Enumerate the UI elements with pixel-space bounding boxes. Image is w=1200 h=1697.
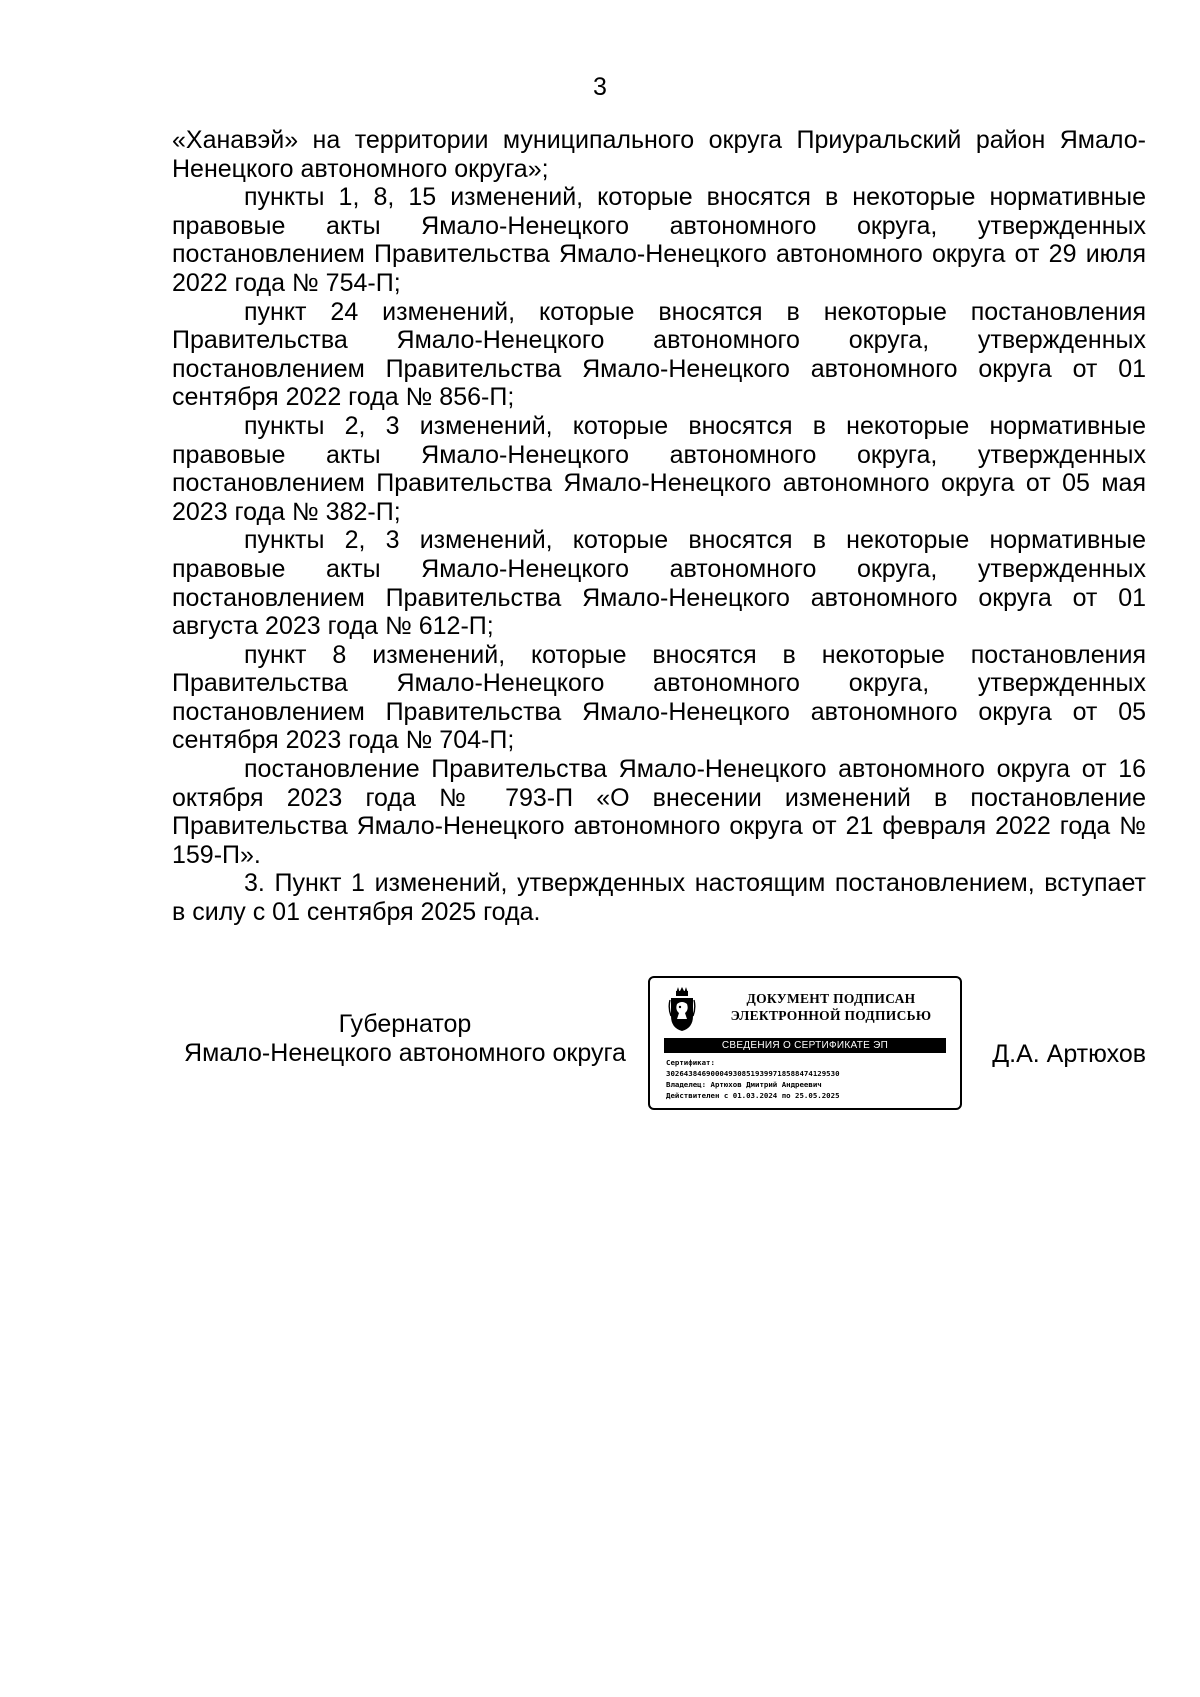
stamp-heading-line: ДОКУМЕНТ ПОДПИСАН [746,991,916,1006]
paragraph: пункт 24 изменений, которые вносятся в некоторые постановления Правительства Ямало-Ненецкого автономного округа, утвержденных постановлением Правительства Ямало-Ненецкого автономного округа от 01 сентября 2022 года № 856-П; [172,297,1146,412]
certificate-label: Сертификат: [666,1058,715,1067]
document-body [172,126,1146,927]
paragraph: пункты 1, 8, 15 изменений, которые вносятся в некоторые нормативные правовые акты Ямало-Ненецкого автономного округа, утвержденных постановлением Правительства Ямало-Ненецкого автономного округа от 29 июля 2022 года № 754-П; [172,183,1146,297]
certificate-validity: Действителен с 01.03.2024 по 25.05.2025 [666,1091,840,1100]
certificate-info-bar: СВЕДЕНИЯ О СЕРТИФИКАТЕ ЭП [664,1038,946,1053]
page-number: 3 [593,73,607,101]
paragraph: «Ханавэй» на территории муниципального округа Приуральский район Ямало-Ненецкого автономного округа»; [172,126,1146,183]
signatory-title [172,1010,638,1068]
stamp-heading-line: ЭЛЕКТРОННОЙ ПОДПИСЬЮ [730,1008,932,1023]
certificate-details [666,1057,956,1101]
paragraph: пункт 8 изменений, которые вносятся в некоторые постановления Правительства Ямало-Ненецкого автономного округа, утвержденных постановлением Правительства Ямало-Ненецкого автономного округа от 05 сентября 2023 года № 704-П; [172,640,1146,755]
paragraph: 3. Пункт 1 изменений, утвержденных настоящим постановлением, вступает в силу с 01 сентября 2025 года. [172,869,1146,927]
signatory-name: Д.А. Артюхов [992,1040,1146,1068]
paragraph: постановление Правительства Ямало-Ненецкого автономного округа от 16 октября 2023 года № 793-П «О внесении изменений в постановление Правительства Ямало-Ненецкого автономного округа от 21 февраля 2022 года № 159-П». [172,755,1146,869]
paragraph: пункты 2, 3 изменений, которые вносятся в некоторые нормативные правовые акты Ямало-Ненецкого автономного округа, утвержденных постановлением Правительства Ямало-Ненецкого автономного округа от 05 мая 2023 года № 382-П; [172,411,1146,526]
certificate-owner: Владелец: Артюхов Дмитрий Андреевич [666,1080,822,1089]
signatory-title-line: Ямало-Ненецкого автономного округа [184,1039,626,1067]
stamp-heading [716,990,946,1024]
coat-of-arms-icon [668,986,696,1032]
signatory-title-line: Губернатор [338,1010,472,1038]
certificate-number: 3026438469000493085193997185884741295З0 [666,1069,840,1078]
paragraph: пункты 2, 3 изменений, которые вносятся в некоторые нормативные правовые акты Ямало-Ненецкого автономного округа, утвержденных постановлением Правительства Ямало-Ненецкого автономного округа от 01 августа 2023 года № 612-П; [172,526,1146,641]
electronic-signature-stamp [648,976,962,1110]
